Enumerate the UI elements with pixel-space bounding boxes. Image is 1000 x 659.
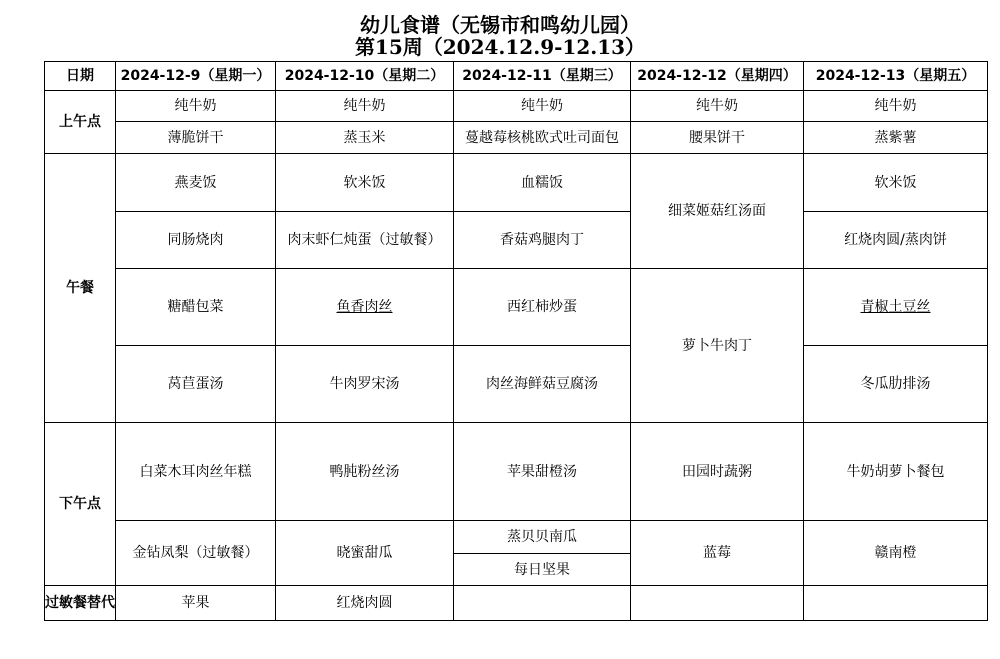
menu-cell: 蔓越莓核桃欧式吐司面包 [454,122,631,154]
week-subtitle: 第15周（2024.12.9-12.13） [354,35,646,59]
menu-cell: 鸭肫粉丝汤 [276,423,454,521]
menu-cell: 纯牛奶 [631,91,804,122]
table-row [45,154,988,212]
menu-cell: 蓝莓 [631,521,804,586]
menu-cell: 纯牛奶 [276,91,454,122]
menu-cell: 莴苣蛋汤 [116,346,276,423]
menu-cell: 青椒土豆丝 [804,269,988,346]
table-row [45,212,988,269]
menu-cell: 腰果饼干 [631,122,804,154]
day-header-tue: 2024-12-10（星期二） [276,62,454,91]
menu-cell: 血糯饭 [454,154,631,212]
menu-cell [631,586,804,621]
day-header-wed: 2024-12-11（星期三） [454,62,631,91]
menu-cell: 红烧肉圆 [276,586,454,621]
menu-cell: 苹果甜橙汤 [454,423,631,521]
menu-cell: 鱼香肉丝 [276,269,454,346]
section-morning-snack: 上午点 [45,91,116,154]
section-lunch: 午餐 [45,154,116,423]
menu-cell: 每日坚果 [454,554,631,586]
menu-cell: 肉末虾仁炖蛋（过敏餐） [276,212,454,269]
menu-cell: 糖醋包菜 [116,269,276,346]
menu-cell: 蒸贝贝南瓜 [454,521,631,554]
menu-cell: 金钻凤梨（过敏餐） [116,521,276,586]
menu-cell [454,586,631,621]
section-afternoon-snack: 下午点 [45,423,116,586]
menu-cell: 纯牛奶 [454,91,631,122]
menu-cell: 纯牛奶 [116,91,276,122]
menu-cell: 纯牛奶 [804,91,988,122]
menu-cell: 苹果 [116,586,276,621]
menu-cell: 软米饭 [804,154,988,212]
menu-cell: 白菜木耳肉丝年糕 [116,423,276,521]
table-row [45,122,988,154]
page-title: 幼儿食谱（无锡市和鸣幼儿园） [360,13,640,37]
menu-cell: 西红柿炒蛋 [454,269,631,346]
menu-cell: 赣南橙 [804,521,988,586]
menu-cell: 蒸紫薯 [804,122,988,154]
table-row [45,269,988,346]
menu-cell: 燕麦饭 [116,154,276,212]
menu-cell: 薄脆饼干 [116,122,276,154]
menu-cell: 同肠烧肉 [116,212,276,269]
section-allergy-sub: 过敏餐替代 [45,586,116,621]
menu-cell: 细菜姬菇红汤面 [631,154,804,269]
day-header-thu: 2024-12-12（星期四） [631,62,804,91]
table-row [45,521,988,554]
day-header-mon: 2024-12-9（星期一） [116,62,276,91]
day-header-fri: 2024-12-13（星期五） [804,62,988,91]
table-row [45,346,988,423]
menu-cell: 冬瓜肋排汤 [804,346,988,423]
menu-cell: 蒸玉米 [276,122,454,154]
menu-cell: 田园时蔬粥 [631,423,804,521]
table-row [45,586,988,621]
table-row [45,91,988,122]
menu-cell: 红烧肉圆/蒸肉饼 [804,212,988,269]
menu-cell: 牛肉罗宋汤 [276,346,454,423]
menu-cell: 萝卜牛肉丁 [631,269,804,423]
menu-cell: 软米饭 [276,154,454,212]
table-row [45,423,988,521]
header-row [45,62,988,91]
menu-cell: 晓蜜甜瓜 [276,521,454,586]
menu-cell: 肉丝海鲜菇豆腐汤 [454,346,631,423]
menu-table [44,61,988,621]
menu-cell: 香菇鸡腿肉丁 [454,212,631,269]
menu-cell: 牛奶胡萝卜餐包 [804,423,988,521]
date-header: 日期 [45,62,116,91]
menu-cell [804,586,988,621]
